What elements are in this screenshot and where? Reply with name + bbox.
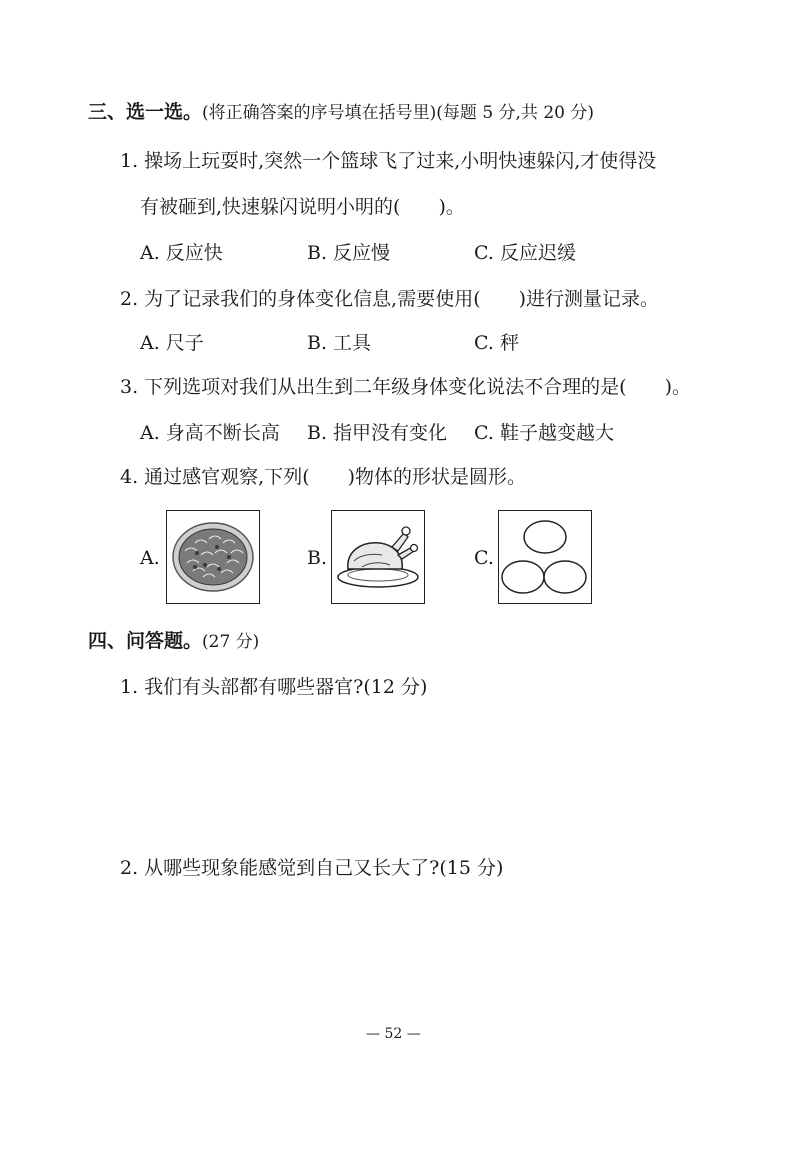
section-3-title: 三、选一选。: [88, 101, 203, 123]
question-2-line-1: 2. 为了记录我们的身体变化信息,需要使用( )进行测量记录。: [120, 288, 660, 310]
question-4-option-a-letter: A.: [140, 547, 160, 569]
section-4-note: (27 分): [202, 632, 260, 652]
question-3-option-b[interactable]: B. 指甲没有变化: [307, 422, 448, 444]
question-4-option-c[interactable]: [498, 510, 592, 604]
question-1-option-b[interactable]: B. 反应慢: [307, 242, 391, 264]
question-1-line-1: 1. 操场上玩耍时,突然一个篮球飞了过来,小明快速躲闪,才使得没: [120, 150, 657, 172]
question-1-line-2: 有被砸到,快速躲闪说明小明的( )。: [140, 196, 465, 218]
question-3-option-c[interactable]: C. 鞋子越变越大: [474, 422, 614, 444]
question-2-option-a[interactable]: A. 尺子: [140, 332, 204, 354]
question-2-option-c[interactable]: C. 秤: [474, 332, 519, 354]
question-3-line-1: 3. 下列选项对我们从出生到二年级身体变化说法不合理的是( )。: [120, 376, 691, 398]
question-4-option-b[interactable]: [331, 510, 425, 604]
question-4-1: 1. 我们有头部都有哪些器官?(12 分): [120, 676, 428, 698]
eggs-icon: [499, 511, 591, 603]
section-3-header: [88, 99, 594, 126]
dumpling-plate-icon: [167, 511, 259, 603]
section-3-note: (将正确答案的序号填在括号里)(每题 5 分,共 20 分): [202, 103, 595, 123]
section-4-title: 四、问答题。: [88, 630, 203, 652]
question-4-2: 2. 从哪些现象能感觉到自己又长大了?(15 分): [120, 857, 504, 879]
question-3-option-a[interactable]: A. 身高不断长高: [140, 422, 280, 444]
question-4-option-c-letter: C.: [474, 547, 494, 569]
question-2-option-b[interactable]: B. 工具: [307, 332, 372, 354]
roast-chicken-icon: [332, 511, 424, 603]
question-4-line-1: 4. 通过感官观察,下列( )物体的形状是圆形。: [120, 466, 527, 488]
question-1-option-a[interactable]: A. 反应快: [140, 242, 223, 264]
question-1-option-c[interactable]: C. 反应迟缓: [474, 242, 576, 264]
section-4-header: [88, 628, 259, 655]
question-4-option-b-letter: B.: [307, 547, 328, 569]
page-number: — 52 —: [366, 1026, 421, 1042]
question-4-option-a[interactable]: [166, 510, 260, 604]
